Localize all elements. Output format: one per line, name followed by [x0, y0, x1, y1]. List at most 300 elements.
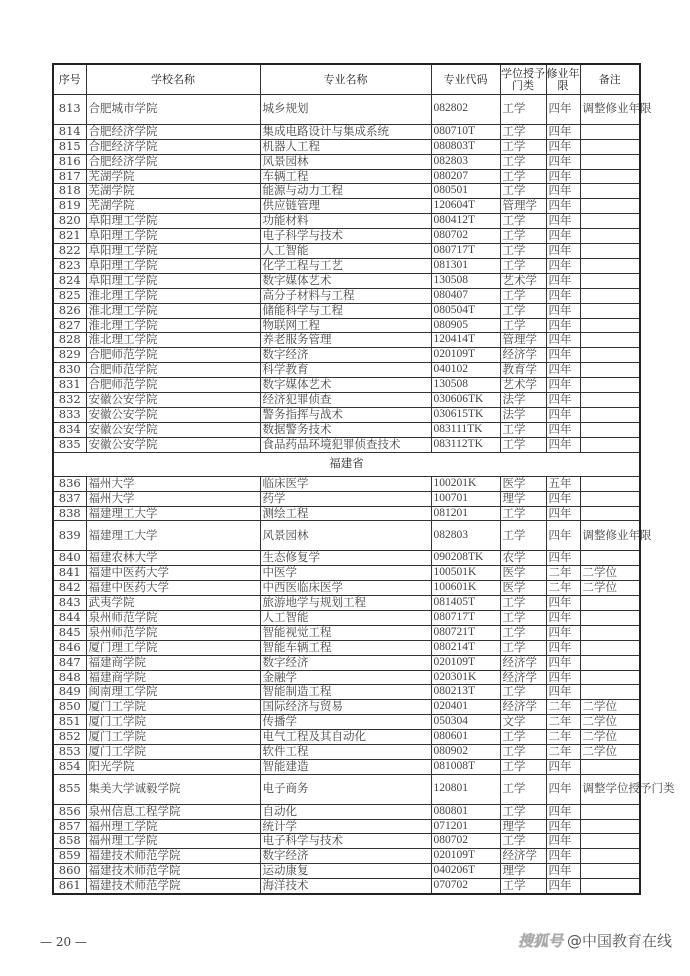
cell-degree: 管理学	[500, 199, 546, 214]
cell-note	[580, 273, 640, 288]
cell-degree: 工学	[500, 745, 546, 760]
cell-note	[580, 199, 640, 214]
cell-school: 福建理工大学	[86, 506, 260, 521]
cell-school: 安徽公安学院	[86, 393, 260, 408]
cell-no: 854	[53, 759, 86, 774]
cell-no: 818	[53, 184, 86, 199]
table-row	[53, 655, 640, 670]
cell-school: 厦门理工学院	[86, 640, 260, 655]
cell-no: 855	[53, 774, 86, 804]
cell-years: 四年	[546, 804, 580, 819]
cell-years: 四年	[546, 139, 580, 154]
table-row	[53, 476, 640, 491]
cell-years: 四年	[546, 670, 580, 685]
cell-no: 814	[53, 124, 86, 139]
table-row	[53, 506, 640, 521]
cell-no: 832	[53, 393, 86, 408]
cell-degree: 法学	[500, 408, 546, 423]
cell-note	[580, 759, 640, 774]
table-row	[53, 595, 640, 610]
cell-note	[580, 318, 640, 333]
cell-note	[580, 303, 640, 318]
cell-no: 821	[53, 229, 86, 244]
header-school: 学校名称	[86, 64, 260, 95]
cell-years: 四年	[546, 595, 580, 610]
table-row	[53, 581, 640, 596]
cell-degree: 工学	[500, 625, 546, 640]
cell-no: 860	[53, 864, 86, 879]
cell-note	[580, 506, 640, 521]
cell-degree: 经济学	[500, 348, 546, 363]
majors-table	[52, 63, 675, 895]
cell-degree: 工学	[500, 422, 546, 437]
cell-years: 四年	[546, 864, 580, 879]
cell-years: 四年	[546, 273, 580, 288]
cell-major: 自动化	[260, 804, 431, 819]
cell-no: 813	[53, 95, 86, 125]
cell-code: 080717T	[431, 244, 500, 259]
cell-degree: 工学	[500, 288, 546, 303]
cell-major: 传播学	[260, 715, 431, 730]
cell-code: 120801	[431, 774, 500, 804]
cell-no: 844	[53, 610, 86, 625]
cell-code: 120604T	[431, 199, 500, 214]
cell-major: 数字经济	[260, 348, 431, 363]
table-row	[53, 378, 640, 393]
cell-code: 100601K	[431, 581, 500, 596]
cell-no: 859	[53, 849, 86, 864]
cell-school: 福建商学院	[86, 670, 260, 685]
cell-major: 供应链管理	[260, 199, 431, 214]
cell-degree: 工学	[500, 730, 546, 745]
cell-code: 081201	[431, 506, 500, 521]
cell-no: 858	[53, 834, 86, 849]
cell-code: 020301K	[431, 670, 500, 685]
cell-code: 081405T	[431, 595, 500, 610]
table-row	[53, 393, 640, 408]
cell-major: 中医学	[260, 566, 431, 581]
cell-major: 功能材料	[260, 214, 431, 229]
table-header	[53, 64, 640, 95]
province-row	[53, 452, 640, 476]
cell-school: 淮北理工学院	[86, 288, 260, 303]
cell-no: 819	[53, 199, 86, 214]
cell-note	[580, 437, 640, 452]
cell-major: 药学	[260, 491, 431, 506]
cell-degree: 工学	[500, 640, 546, 655]
cell-school: 阜阳理工学院	[86, 214, 260, 229]
cell-school: 合肥城市学院	[86, 95, 260, 125]
cell-school: 福州理工学院	[86, 819, 260, 834]
cell-note	[580, 422, 640, 437]
table-row	[53, 273, 640, 288]
cell-note	[580, 610, 640, 625]
table-row	[53, 759, 640, 774]
cell-note	[580, 184, 640, 199]
cell-note	[580, 244, 640, 259]
cell-code: 080601	[431, 730, 500, 745]
cell-degree: 工学	[500, 879, 546, 894]
cell-note	[580, 864, 640, 879]
cell-note	[580, 804, 640, 819]
cell-degree: 工学	[500, 437, 546, 452]
cell-code: 083112TK	[431, 437, 500, 452]
table-row	[53, 229, 640, 244]
table-row	[53, 124, 640, 139]
cell-major: 食品药品环境犯罪侦查技术	[260, 437, 431, 452]
cell-years: 四年	[546, 184, 580, 199]
cell-major: 风景园林	[260, 521, 431, 551]
table-row	[53, 834, 640, 849]
cell-code: 030606TK	[431, 393, 500, 408]
table-row	[53, 774, 640, 804]
cell-years: 四年	[546, 625, 580, 640]
cell-note	[580, 348, 640, 363]
cell-degree: 工学	[500, 506, 546, 521]
cell-no: 848	[53, 670, 86, 685]
cell-major: 能源与动力工程	[260, 184, 431, 199]
cell-major: 养老服务管理	[260, 333, 431, 348]
cell-note: 二学位	[580, 715, 640, 730]
cell-school: 安徽公安学院	[86, 437, 260, 452]
cell-no: 845	[53, 625, 86, 640]
cell-school: 合肥经济学院	[86, 124, 260, 139]
cell-code: 082802	[431, 95, 500, 125]
cell-code: 082803	[431, 521, 500, 551]
cell-note	[580, 476, 640, 491]
cell-school: 泉州师范学院	[86, 625, 260, 640]
cell-major: 物联网工程	[260, 318, 431, 333]
cell-school: 厦门工学院	[86, 700, 260, 715]
cell-degree: 法学	[500, 393, 546, 408]
cell-note	[580, 595, 640, 610]
cell-degree: 医学	[500, 476, 546, 491]
cell-school: 福州理工学院	[86, 834, 260, 849]
cell-years: 四年	[546, 655, 580, 670]
cell-note	[580, 363, 640, 378]
cell-years: 四年	[546, 819, 580, 834]
cell-code: 030615TK	[431, 408, 500, 423]
cell-degree: 经济学	[500, 700, 546, 715]
cell-no: 839	[53, 521, 86, 551]
table-row	[53, 95, 640, 125]
cell-degree: 工学	[500, 774, 546, 804]
table-row	[53, 625, 640, 640]
table-row	[53, 348, 640, 363]
cell-code: 080213T	[431, 685, 500, 700]
header-major: 专业名称	[260, 64, 431, 95]
cell-degree: 工学	[500, 154, 546, 169]
cell-degree: 农学	[500, 551, 546, 566]
cell-school: 芜湖学院	[86, 169, 260, 184]
table-row	[53, 154, 640, 169]
header-degree: 学位授予门类	[500, 64, 546, 95]
cell-code: 080717T	[431, 610, 500, 625]
cell-major: 警务指挥与战术	[260, 408, 431, 423]
cell-school: 安徽公安学院	[86, 408, 260, 423]
cell-major: 科学教育	[260, 363, 431, 378]
cell-code: 080905	[431, 318, 500, 333]
table-row	[53, 214, 640, 229]
cell-note	[580, 625, 640, 640]
cell-no: 846	[53, 640, 86, 655]
cell-code: 130508	[431, 378, 500, 393]
cell-major: 国际经济与贸易	[260, 700, 431, 715]
cell-no: 856	[53, 804, 86, 819]
cell-major: 城乡规划	[260, 95, 431, 125]
cell-major: 数据警务技术	[260, 422, 431, 437]
cell-degree: 医学	[500, 581, 546, 596]
cell-note	[580, 879, 640, 894]
table-row	[53, 745, 640, 760]
cell-years: 五年	[546, 476, 580, 491]
cell-years: 四年	[546, 506, 580, 521]
cell-note	[580, 685, 640, 700]
cell-years: 四年	[546, 363, 580, 378]
cell-years: 四年	[546, 288, 580, 303]
cell-note: 二学位	[580, 730, 640, 745]
cell-code: 100501K	[431, 566, 500, 581]
table-row	[53, 333, 640, 348]
cell-years: 四年	[546, 258, 580, 273]
cell-major: 电气工程及其自动化	[260, 730, 431, 745]
cell-years: 四年	[546, 214, 580, 229]
cell-note	[580, 408, 640, 423]
cell-degree: 经济学	[500, 655, 546, 670]
cell-note	[580, 124, 640, 139]
table-body	[53, 95, 675, 895]
cell-years: 四年	[546, 551, 580, 566]
table-row	[53, 521, 640, 551]
cell-school: 福州大学	[86, 476, 260, 491]
cell-code: 080214T	[431, 640, 500, 655]
cell-degree: 工学	[500, 318, 546, 333]
cell-no: 829	[53, 348, 86, 363]
table-row	[53, 184, 640, 199]
cell-major: 经济犯罪侦查	[260, 393, 431, 408]
cell-code: 071201	[431, 819, 500, 834]
cell-school: 泉州师范学院	[86, 610, 260, 625]
cell-note	[580, 849, 640, 864]
cell-school: 合肥师范学院	[86, 363, 260, 378]
cell-no: 851	[53, 715, 86, 730]
cell-note	[580, 834, 640, 849]
cell-no: 842	[53, 581, 86, 596]
cell-years: 四年	[546, 169, 580, 184]
table-row	[53, 864, 640, 879]
cell-code: 020109T	[431, 655, 500, 670]
cell-no: 816	[53, 154, 86, 169]
cell-degree: 工学	[500, 759, 546, 774]
cell-major: 化学工程与工艺	[260, 258, 431, 273]
watermark-brand: 搜狐号	[517, 932, 563, 950]
cell-degree: 理学	[500, 819, 546, 834]
cell-years: 四年	[546, 348, 580, 363]
cell-years: 四年	[546, 422, 580, 437]
cell-no: 820	[53, 214, 86, 229]
cell-school: 福建商学院	[86, 655, 260, 670]
cell-no: 823	[53, 258, 86, 273]
cell-major: 数字经济	[260, 849, 431, 864]
cell-note: 调整学位授予门类	[580, 774, 640, 804]
cell-school: 阜阳理工学院	[86, 258, 260, 273]
header-note: 备注	[580, 64, 640, 95]
header-years: 修业年限	[546, 64, 580, 95]
cell-school: 淮北理工学院	[86, 303, 260, 318]
cell-years: 二年	[546, 730, 580, 745]
cell-degree: 工学	[500, 258, 546, 273]
table-row	[53, 303, 640, 318]
cell-major: 智能车辆工程	[260, 640, 431, 655]
table-row	[53, 363, 640, 378]
cell-degree: 工学	[500, 95, 546, 125]
cell-note	[580, 288, 640, 303]
cell-code: 081008T	[431, 759, 500, 774]
cell-major: 风景园林	[260, 154, 431, 169]
header-code: 专业代码	[431, 64, 500, 95]
cell-major: 中西医临床医学	[260, 581, 431, 596]
table-row	[53, 730, 640, 745]
table-row	[53, 318, 640, 333]
cell-years: 二年	[546, 715, 580, 730]
cell-degree: 理学	[500, 864, 546, 879]
cell-note: 二学位	[580, 700, 640, 715]
cell-code: 080504T	[431, 303, 500, 318]
cell-years: 四年	[546, 333, 580, 348]
table-row	[53, 422, 640, 437]
cell-code: 040206T	[431, 864, 500, 879]
cell-code: 081301	[431, 258, 500, 273]
cell-years: 四年	[546, 408, 580, 423]
cell-school: 福建技术师范学院	[86, 879, 260, 894]
cell-code: 080721T	[431, 625, 500, 640]
cell-major: 智能建造	[260, 759, 431, 774]
cell-note	[580, 229, 640, 244]
table-row	[53, 258, 640, 273]
watermark-account: @中国教育在线	[566, 932, 672, 950]
cell-years: 二年	[546, 745, 580, 760]
cell-degree: 工学	[500, 124, 546, 139]
cell-no: 852	[53, 730, 86, 745]
table-row	[53, 879, 640, 894]
cell-no: 828	[53, 333, 86, 348]
cell-years: 四年	[546, 437, 580, 452]
cell-school: 淮北理工学院	[86, 318, 260, 333]
cell-note	[580, 154, 640, 169]
cell-no: 822	[53, 244, 86, 259]
cell-school: 合肥经济学院	[86, 154, 260, 169]
cell-school: 集美大学诚毅学院	[86, 774, 260, 804]
cell-no: 826	[53, 303, 86, 318]
cell-major: 统计学	[260, 819, 431, 834]
cell-no: 841	[53, 566, 86, 581]
cell-no: 840	[53, 551, 86, 566]
cell-degree: 工学	[500, 214, 546, 229]
cell-school: 福州大学	[86, 491, 260, 506]
cell-school: 阳光学院	[86, 759, 260, 774]
cell-years: 四年	[546, 774, 580, 804]
cell-no: 827	[53, 318, 86, 333]
cell-years: 四年	[546, 640, 580, 655]
cell-years: 二年	[546, 700, 580, 715]
cell-no: 853	[53, 745, 86, 760]
cell-school: 泉州信息工程学院	[86, 804, 260, 819]
cell-years: 二年	[546, 566, 580, 581]
cell-major: 智能制造工程	[260, 685, 431, 700]
cell-note	[580, 378, 640, 393]
cell-code: 080702	[431, 834, 500, 849]
cell-degree: 理学	[500, 491, 546, 506]
cell-school: 福建中医药大学	[86, 566, 260, 581]
cell-code: 080710T	[431, 124, 500, 139]
cell-school: 合肥经济学院	[86, 139, 260, 154]
cell-note: 调整修业年限	[580, 521, 640, 551]
cell-code: 130508	[431, 273, 500, 288]
table-row	[53, 715, 640, 730]
cell-no: 825	[53, 288, 86, 303]
cell-years: 四年	[546, 244, 580, 259]
cell-no: 830	[53, 363, 86, 378]
cell-major: 人工智能	[260, 610, 431, 625]
table-row	[53, 566, 640, 581]
cell-years: 四年	[546, 124, 580, 139]
cell-code: 100201K	[431, 476, 500, 491]
cell-code: 080801	[431, 804, 500, 819]
cell-years: 四年	[546, 393, 580, 408]
cell-school: 安徽公安学院	[86, 422, 260, 437]
table-row	[53, 437, 640, 452]
cell-code: 083111TK	[431, 422, 500, 437]
cell-degree: 工学	[500, 229, 546, 244]
cell-degree: 工学	[500, 804, 546, 819]
watermark	[518, 930, 672, 951]
table-row	[53, 700, 640, 715]
cell-code: 100701	[431, 491, 500, 506]
cell-years: 四年	[546, 303, 580, 318]
cell-degree: 艺术学	[500, 273, 546, 288]
cell-school: 合肥师范学院	[86, 348, 260, 363]
cell-no: 838	[53, 506, 86, 521]
cell-years: 四年	[546, 879, 580, 894]
cell-no: 815	[53, 139, 86, 154]
cell-note	[580, 258, 640, 273]
cell-years: 四年	[546, 199, 580, 214]
cell-no: 836	[53, 476, 86, 491]
table-row	[53, 491, 640, 506]
cell-school: 福建技术师范学院	[86, 864, 260, 879]
cell-school: 阜阳理工学院	[86, 273, 260, 288]
table-row	[53, 685, 640, 700]
cell-no: 817	[53, 169, 86, 184]
cell-school: 淮北理工学院	[86, 333, 260, 348]
cell-school: 福建农林大学	[86, 551, 260, 566]
cell-school: 厦门工学院	[86, 730, 260, 745]
table-row	[53, 169, 640, 184]
cell-school: 芜湖学院	[86, 184, 260, 199]
cell-note	[580, 670, 640, 685]
cell-major: 电子科学与技术	[260, 229, 431, 244]
cell-code: 050304	[431, 715, 500, 730]
cell-school: 阜阳理工学院	[86, 229, 260, 244]
province-label: 福建省	[53, 452, 640, 476]
table-row	[53, 804, 640, 819]
cell-degree: 医学	[500, 566, 546, 581]
cell-major: 智能视觉工程	[260, 625, 431, 640]
cell-note	[580, 333, 640, 348]
table-row	[53, 849, 640, 864]
cell-note	[580, 169, 640, 184]
page-number: — 20 —	[40, 935, 87, 949]
